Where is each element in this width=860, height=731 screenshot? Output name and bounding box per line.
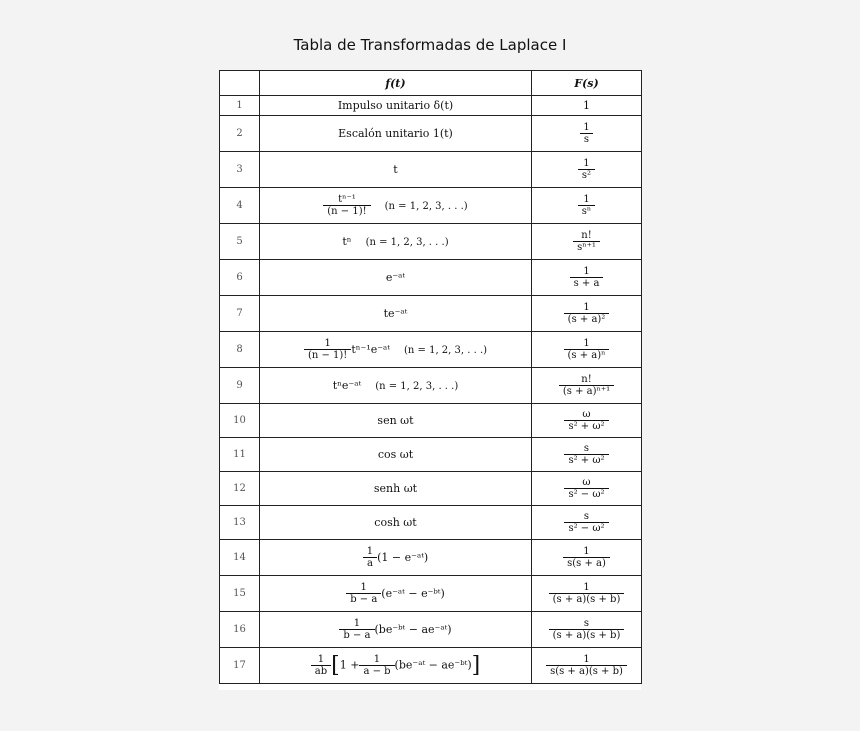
- denominator: ab: [311, 665, 331, 678]
- numerator: 1: [366, 545, 374, 557]
- denominator: (s + a)ⁿ⁺¹: [559, 385, 614, 398]
- fraction: [546, 654, 627, 678]
- fraction: [578, 194, 595, 218]
- time-function: [260, 332, 532, 368]
- header-num: [220, 71, 260, 96]
- row-number: 2: [220, 116, 260, 152]
- fraction: [570, 266, 604, 290]
- denominator: b − a: [339, 629, 374, 642]
- table-row: [220, 540, 642, 576]
- numerator: s: [583, 617, 590, 629]
- laplace-transform: [532, 260, 642, 296]
- table-header-row: [220, 71, 642, 96]
- table-row: [220, 188, 642, 224]
- denominator: sⁿ: [578, 205, 595, 218]
- laplace-transform: [532, 332, 642, 368]
- numerator: 1: [583, 157, 590, 169]
- denominator: s + a: [570, 277, 604, 290]
- ft-expression: cosh ωt: [374, 516, 417, 529]
- numerator: 1: [583, 653, 590, 665]
- denominator: (n − 1)!: [304, 349, 351, 362]
- ft-expression: tⁿ: [342, 235, 352, 248]
- row-number: 10: [220, 404, 260, 438]
- time-function: [260, 96, 532, 116]
- time-function: [260, 224, 532, 260]
- table-row: [220, 472, 642, 506]
- fraction: [573, 230, 600, 254]
- ft-expression-tail: (be⁻ᵇᵗ − ae⁻ᵃᵗ): [374, 622, 452, 636]
- laplace-table: [219, 70, 642, 684]
- denominator: sⁿ⁺¹: [573, 241, 600, 254]
- denominator: b − a: [346, 593, 381, 606]
- numerator: ω: [582, 476, 591, 488]
- ft-expression: e⁻ᵃᵗ: [385, 271, 406, 284]
- fs-expression: 1: [583, 99, 590, 112]
- time-function: [260, 188, 532, 224]
- ft-expression: senh ωt: [373, 482, 418, 495]
- laplace-transform: [532, 368, 642, 404]
- table-row: [220, 648, 642, 684]
- denominator: a: [363, 557, 377, 570]
- row-number: 15: [220, 576, 260, 612]
- ft-expression-tail: (e⁻ᵃᵗ − e⁻ᵇᵗ): [381, 586, 445, 600]
- laplace-table-container: [219, 70, 641, 690]
- row-number: 9: [220, 368, 260, 404]
- numerator: 1: [360, 581, 367, 593]
- fraction: [564, 443, 608, 467]
- close-bracket: ]: [471, 653, 481, 678]
- fraction: [564, 477, 608, 501]
- row-number: 11: [220, 438, 260, 472]
- row-number: 12: [220, 472, 260, 506]
- numerator: 1: [583, 121, 590, 133]
- fraction: [363, 546, 377, 570]
- ft-expression-tail: tⁿ⁻¹e⁻ᵃᵗ: [351, 342, 390, 356]
- table-row: [220, 404, 642, 438]
- ft-expression: tⁿe⁻ᵃᵗ: [332, 379, 362, 392]
- denominator: s² + ω²: [564, 420, 608, 433]
- fraction: [304, 338, 351, 362]
- time-function: [260, 404, 532, 438]
- table-row: [220, 260, 642, 296]
- laplace-transform: [532, 506, 642, 540]
- numerator: s: [583, 442, 590, 454]
- table-row: [220, 612, 642, 648]
- fraction: [346, 582, 381, 606]
- table-row: [220, 506, 642, 540]
- laplace-transform: [532, 438, 642, 472]
- laplace-transform: [532, 404, 642, 438]
- laplace-transform: [532, 576, 642, 612]
- ft-expression-tail: (1 − e⁻ᵃᵗ): [377, 550, 429, 564]
- ft-expression: te⁻ᵃᵗ: [383, 307, 408, 320]
- time-function: [260, 540, 532, 576]
- numerator: 1: [583, 581, 590, 593]
- denominator: s(s + a)(s + b): [546, 665, 627, 678]
- numerator: s: [583, 510, 590, 522]
- row-number: 13: [220, 506, 260, 540]
- denominator: (s + a)(s + b): [549, 593, 625, 606]
- time-function: [260, 368, 532, 404]
- numerator: 1: [583, 337, 590, 349]
- row-number: 17: [220, 648, 260, 684]
- table-row: [220, 224, 642, 260]
- table-row: [220, 438, 642, 472]
- header-ft: f(t): [260, 71, 532, 96]
- row-number: 1: [220, 96, 260, 116]
- fraction: [359, 654, 394, 678]
- table-row: [220, 576, 642, 612]
- denominator: s(s + a): [563, 557, 610, 570]
- numerator: 1: [583, 545, 590, 557]
- numerator: 1: [583, 193, 590, 205]
- ft-condition-note: (n = 1, 2, 3, . . .): [375, 381, 459, 392]
- fraction: [323, 194, 370, 218]
- laplace-transform: [532, 116, 642, 152]
- ft-expression: Escalón unitario 1(t): [338, 127, 453, 140]
- open-bracket: [: [331, 653, 340, 678]
- laplace-transform: [532, 296, 642, 332]
- fraction: [563, 546, 610, 570]
- row-number: 3: [220, 152, 260, 188]
- table-row: [220, 332, 642, 368]
- denominator: (s + a)²: [564, 313, 610, 326]
- numerator: 1: [583, 265, 590, 277]
- table-row: [220, 96, 642, 116]
- denominator: a − b: [359, 665, 394, 678]
- table-row: [220, 296, 642, 332]
- denominator: s: [580, 133, 593, 146]
- fraction: [578, 158, 595, 182]
- fraction: [564, 511, 608, 535]
- row-number: 7: [220, 296, 260, 332]
- row-number: 16: [220, 612, 260, 648]
- fraction: [339, 618, 374, 642]
- denominator: s²: [578, 169, 595, 182]
- numerator: ω: [582, 408, 591, 420]
- fraction: [564, 338, 610, 362]
- row-number: 5: [220, 224, 260, 260]
- time-function: [260, 438, 532, 472]
- row-number: 4: [220, 188, 260, 224]
- time-function: [260, 296, 532, 332]
- numerator: n!: [581, 373, 592, 385]
- table-row: [220, 116, 642, 152]
- header-fs: F(s): [532, 71, 642, 96]
- denominator: (n − 1)!: [323, 205, 370, 218]
- time-function: [260, 152, 532, 188]
- ft-expression: Impulso unitario δ(t): [337, 99, 454, 112]
- ft-term: 1 +: [339, 658, 360, 672]
- denominator: s² − ω²: [564, 522, 608, 535]
- fraction: [564, 409, 608, 433]
- fraction: [559, 374, 614, 398]
- time-function: [260, 648, 532, 684]
- fraction: [549, 618, 625, 642]
- numerator: tⁿ⁻¹: [338, 193, 356, 205]
- numerator: 1: [373, 653, 381, 665]
- time-function: [260, 612, 532, 648]
- ft-condition-note: (n = 1, 2, 3, . . .): [404, 344, 488, 356]
- time-function: [260, 116, 532, 152]
- table-row: [220, 368, 642, 404]
- ft-expression: cos ωt: [377, 448, 414, 461]
- row-number: 6: [220, 260, 260, 296]
- numerator: n!: [581, 229, 592, 241]
- time-function: [260, 260, 532, 296]
- laplace-transform: [532, 224, 642, 260]
- time-function: [260, 576, 532, 612]
- laplace-transform: [532, 96, 642, 116]
- laplace-transform: [532, 188, 642, 224]
- fraction: [311, 654, 331, 678]
- laplace-transform: [532, 152, 642, 188]
- table-row: [220, 152, 642, 188]
- laplace-transform: [532, 540, 642, 576]
- ft-condition-note: (n = 1, 2, 3, . . .): [384, 200, 468, 212]
- fraction: [549, 582, 625, 606]
- numerator: 1: [317, 653, 325, 665]
- denominator: (s + a)(s + b): [549, 629, 625, 642]
- denominator: s² − ω²: [564, 488, 608, 501]
- denominator: s² + ω²: [564, 454, 608, 467]
- numerator: 1: [353, 617, 361, 629]
- laplace-transform: [532, 472, 642, 506]
- time-function: [260, 506, 532, 540]
- ft-expression: sen ωt: [377, 414, 414, 427]
- denominator: (s + a)ⁿ: [564, 349, 610, 362]
- fraction: [564, 302, 610, 326]
- laplace-transform: [532, 612, 642, 648]
- ft-condition-note: (n = 1, 2, 3, . . .): [365, 237, 449, 248]
- row-number: 8: [220, 332, 260, 368]
- numerator: 1: [324, 337, 331, 349]
- numerator: 1: [583, 301, 590, 313]
- laplace-transform: [532, 648, 642, 684]
- ft-expression: t: [393, 163, 398, 176]
- row-number: 14: [220, 540, 260, 576]
- fraction: [579, 122, 593, 146]
- page-title: Tabla de Transformadas de Laplace I: [293, 36, 567, 54]
- table-body: [220, 96, 642, 684]
- ft-expression-tail: (be⁻ᵃᵗ − ae⁻ᵇᵗ): [394, 658, 472, 672]
- time-function: [260, 472, 532, 506]
